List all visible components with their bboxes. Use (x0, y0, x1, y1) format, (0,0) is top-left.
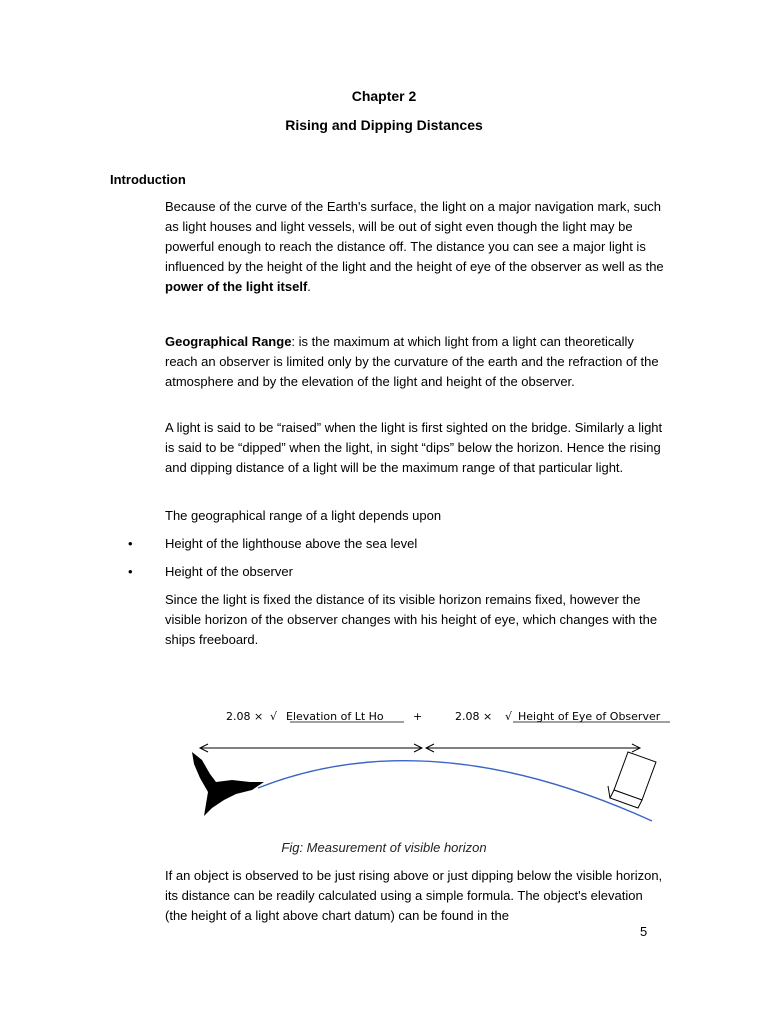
section-heading-introduction: Introduction (110, 172, 186, 187)
fixed-paragraph: Since the light is fixed the distance of its visible horizon remains fixed, however the visible horizon of the observer changes with his height of eye, which changes with the ships freeboard. (165, 592, 658, 647)
ship-observer-icon (608, 752, 656, 808)
chapter-number: Chapter 2 (351, 88, 417, 104)
figure-caption: Fig: Measurement of visible horizon (281, 840, 487, 855)
geo-range-definition: : is the maximum at which light from a light can theoretically reach an observer is limited only by the curvature of the earth and the refraction of the atmosphere and by the elevation of the light and height of the observer. (165, 334, 659, 389)
chapter-title: Rising and Dipping Distances (285, 117, 483, 133)
formula-left-root-icon: √ (270, 710, 278, 723)
intro-text-end: . (307, 279, 311, 294)
bullet-text: Height of the lighthouse above the sea level (165, 536, 418, 551)
page-number: 5 (640, 924, 648, 939)
bullet-icon: • (128, 564, 133, 579)
geo-range-term: Geographical Range (165, 334, 292, 349)
formula-right-root-icon: √ (505, 710, 513, 723)
intro-text: Because of the curve of the Earth's surface, the light on a major navigation mark, such as light houses and light vessels, will be out of sight even though the light may be powerful enough to reach the distance off. The distance you can see a major light is influenced by the height of the light and the height of eye of the observer as well as the (165, 199, 664, 274)
intro-bold-text: power of the light itself (165, 279, 308, 294)
earth-curve (258, 761, 652, 821)
formula-right-term: Height of Eye of Observer (518, 710, 661, 723)
geo-range-paragraph (165, 332, 665, 392)
object-paragraph: If an object is observed to be just rising above or just dipping below the visible horizon, its distance can be readily calculated using a simple formula. The object's elevation (the height of a light above chart datum) can be found in the (165, 868, 663, 923)
horizon-figure (180, 700, 680, 830)
formula-left-term: Elevation of Lt Ho (286, 710, 384, 723)
formula-right-coefficient: 2.08 × (455, 710, 493, 723)
bullet-icon: • (128, 536, 133, 551)
lighthouse-icon (192, 752, 264, 816)
formula-left-coefficient: 2.08 × (226, 710, 264, 723)
intro-paragraph (165, 197, 665, 297)
raised-paragraph: A light is said to be “raised” when the light is first sighted on the bridge. Similarly a light is said to be “dipped” when the light, in sight “dips” below the horizon. Hence the rising and dipping distance of a light will be the maximum range of that particular light. (165, 420, 663, 475)
formula-plus: + (413, 710, 423, 723)
bullet-text: Height of the observer (165, 564, 293, 579)
depends-intro: The geographical range of a light depends upon (165, 508, 442, 523)
